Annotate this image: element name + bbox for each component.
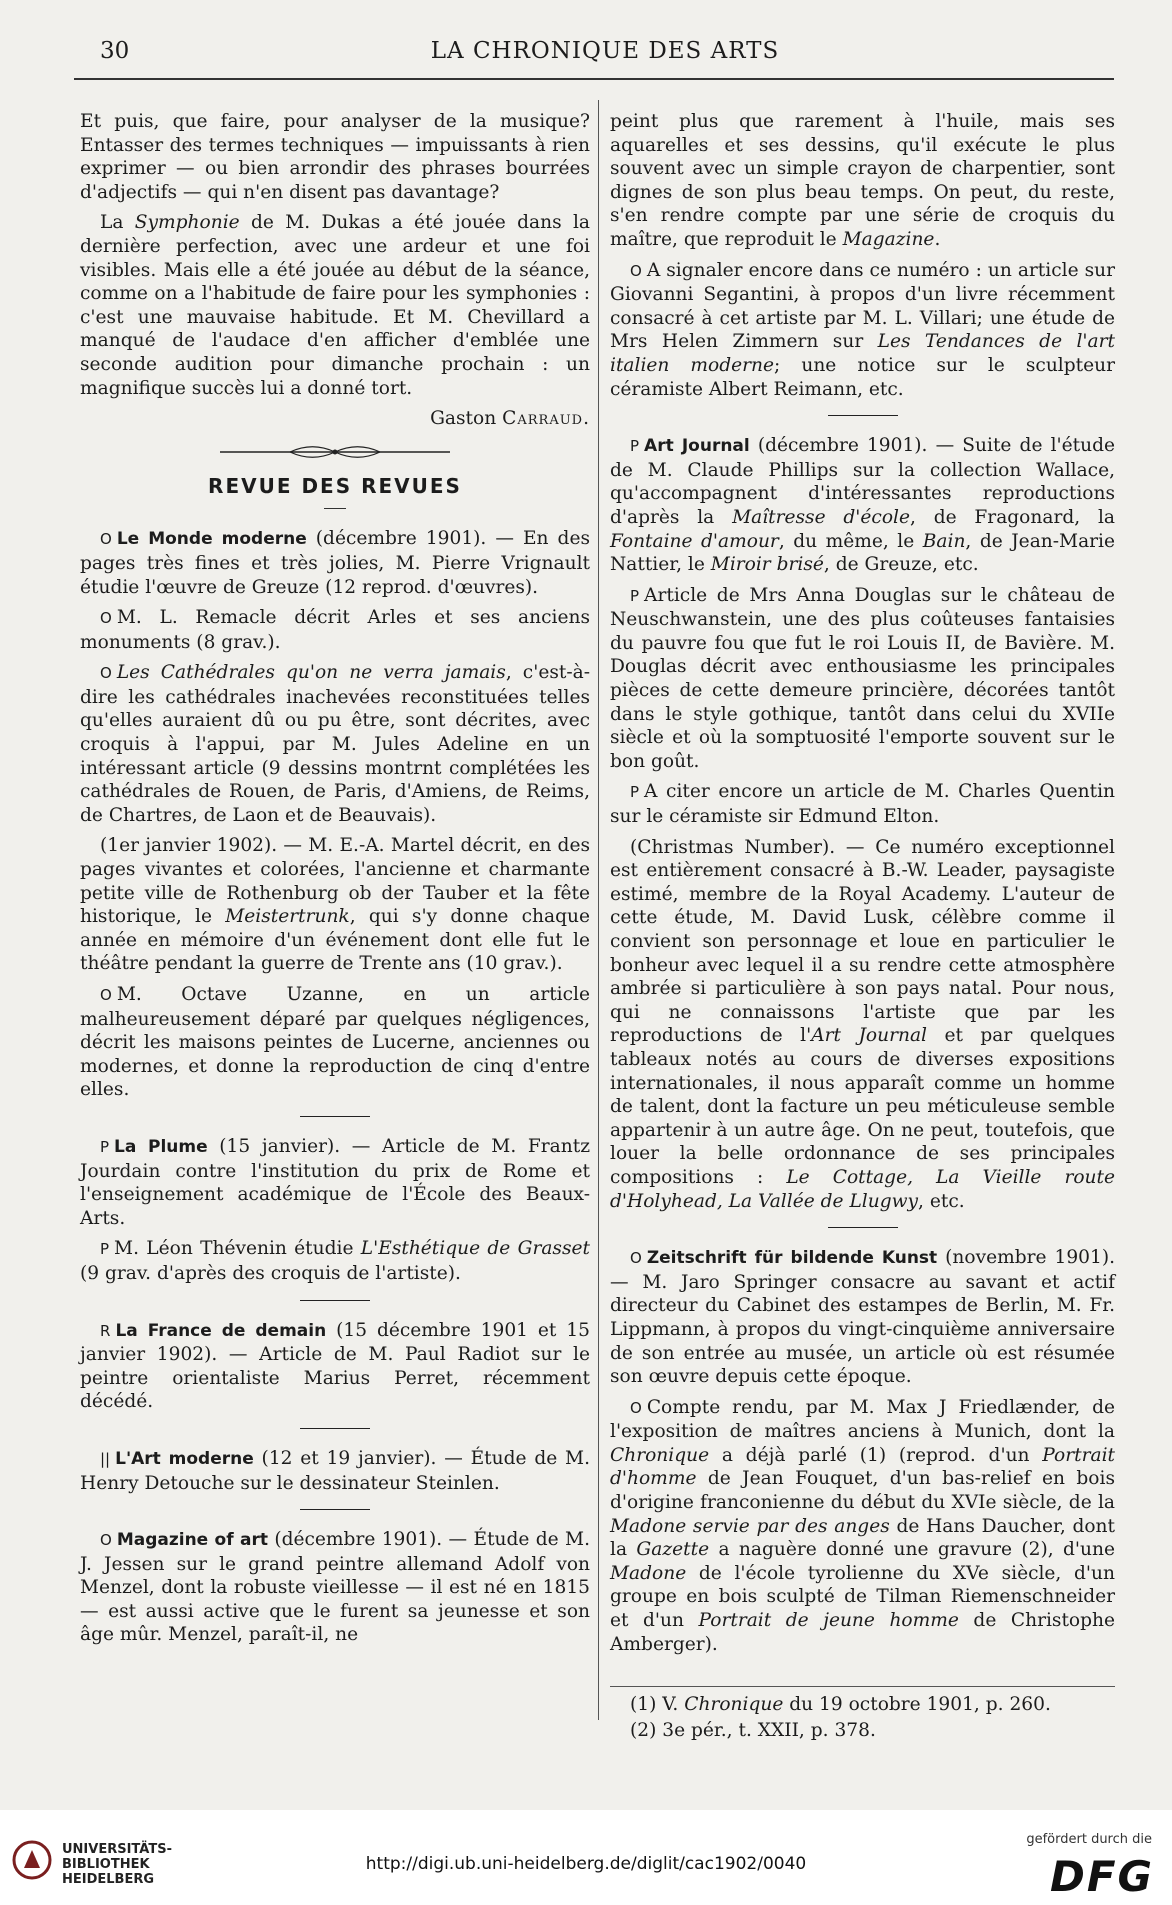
entry-la-plume: P La Plume (15 janvier). — Article de M. Frantz Jourdain contre l'institution du prix de Rome et l'enseignement académique de l'École des Beaux-Arts.: [80, 1135, 590, 1229]
symphonie-paragraph: La Symphonie de M. Dukas a été jouée dans la dernière perfection, avec une ardeur et une foi visibles. Mais elle a été jouée au début de la séance, comme on a l'habitude de faire pour les symphonies : c'est une mauvaise habitude. Et M. Chevillard a manqué de l'audace d'en afficher d'emblée une seconde audition pour dimanche prochain : un magnifique succès lui a donné tort.: [80, 212, 591, 399]
dfg-logo: DFG: [1049, 1852, 1154, 1901]
separator-rule: [300, 1300, 370, 1301]
entry-friedlaender: O Compte rendu, par M. Max J Friedlænder, de l'exposition de maîtres anciens à Munich, dont la Chronique a déjà parlé (1) (reprod. d'un Portrait d'homme de Jean Fouquet, d'un bas-relief en bois d'origine franconienne du début du XVIe siècle, de la Madone servie par des anges de Hans Daucher, dont la Gazette a naguère donné une gravure (2), d'une Madone de l'école tyrolienne du XVe siècle, d'un groupe en bois sculpté de Tilman Riemenschneider et d'un Portrait de jeune homme de Christophe Amberger).: [610, 1396, 1116, 1655]
page-header: [100, 34, 1110, 74]
journal-title: LA CHRONIQUE DES ARTS: [430, 38, 780, 64]
entry-quentin: P A citer encore un article de M. Charles Quentin sur le céramiste sir Edmund Elton.: [610, 781, 1115, 828]
entry-monde-moderne: O Le Monde moderne (décembre 1901). — En des pages très fines et très jolies, M. Pierre Vrignault étudie l'œuvre de Greuze (12 reprod. d'œuvres).: [80, 528, 590, 598]
section-title: REVUE DES REVUES: [208, 473, 462, 498]
separator-rule: [300, 1428, 370, 1429]
permalink-url[interactable]: http://digi.ub.uni-heidelberg.de/diglit/cac1902/0040: [365, 1854, 807, 1874]
menzel-continuation: peint plus que rarement à l'huile, mais ses aquarelles et ses dessins, qu'il exécute le plus souvent avec un simple crayon de charpentier, sont dignes de son plus beau temps. On peut, du reste, s'en rendre compte par une série de croquis du maître, que reproduit le Magazine.: [610, 111, 1115, 250]
ornament-divider-icon: [220, 445, 450, 459]
signature: Gaston Carraud.: [430, 408, 590, 430]
digitization-footer: [0, 1810, 1172, 1905]
entry-art-journal: P Art Journal (décembre 1901). — Suite de l'étude de M. Claude Phillips sur la collection Wallace, qu'accompagnent d'intéressantes reproductions d'après la Maîtresse d'école, de Fragonard, la Fontaine d'amour, du même, le Bain, de Jean-Marie Nattier, le Miroir brisé, de Greuze, etc.: [610, 435, 1115, 576]
footnote-2: (2) 3e pér., t. XXII, p. 378.: [630, 1719, 876, 1741]
library-name: UNIVERSITÄTS- BIBLIOTHEK HEIDELBERG: [62, 1842, 172, 1887]
footnote-1: (1) V. Chronique du 19 octobre 1901, p. 260.: [630, 1694, 1051, 1716]
entry-zeitschrift: O Zeitschrift für bildende Kunst (novembre 1901). — M. Jaro Springer consacre au savant et actif directeur du Cabinet des estampes de Berlin, M. Fr. Lippmann, à propos du vingt-cinquième anniversaire de son entrée au musée, un article où est résumée son œuvre depuis cette époque.: [610, 1247, 1115, 1388]
entry-thevenin: P M. Léon Thévenin étudie L'Esthétique de Grasset (9 grav. d'après des croquis de l'artiste).: [80, 1238, 590, 1284]
footnotes: [610, 1686, 1115, 1742]
separator-rule: [828, 1227, 898, 1228]
entry-douglas: P Article de Mrs Anna Douglas sur le château de Neuschwanstein, une des plus coûteuses fantaisies du pauvre fou que fut le roi Louis II, de Bavière. M. Douglas décrit avec enthousiasme les principales pièces de cette demeure princière, décorées tantôt dans le style gothique, tantôt dans celui du XVIIe siècle et où la somptuosité l'emporte souvent sur le bon goût.: [610, 584, 1115, 772]
separator-rule: [300, 1509, 370, 1510]
header-rule: [74, 78, 1114, 80]
column-divider: [598, 100, 599, 1720]
left-column: [80, 110, 590, 1654]
entry-remacle: O M. L. Remacle décrit Arles et ses anciens monuments (8 grav.).: [80, 607, 590, 653]
entry-art-moderne: || L'Art moderne (12 et 19 janvier). — Étude de M. Henry Detouche sur le dessinateur Steinlen.: [80, 1447, 591, 1494]
entry-martel: (1er janvier 1902). — M. E.-A. Martel décrit, en des pages vivantes et colorées, l'ancienne et charmante petite ville de Rothenburg ob der Tauber et la fête historique, le Meistertrunk, qui s'y donne chaque année en mémoire d'un événement dont elle fut le théâtre pendant la guerre de Trente ans (10 grav.).: [80, 835, 591, 975]
entry-magazine-of-art: O Magazine of art (décembre 1901). — Étude de M. J. Jessen sur le grand peintre allemand Adolf von Menzel, dont la robuste vieillesse — il est né en 1815 — est aussi active que le furent sa jeunesse et son âge mûr. Menzel, paraît-il, ne: [80, 1529, 590, 1646]
entry-segantini: O A signaler encore dans ce numéro : un article sur Giovanni Segantini, à propos d'un livre récemment consacré à cet artiste par M. L. Villari; une étude de Mrs Helen Zimmern sur Les Tendances de l'art italien moderne; une notice sur le sculpteur céramiste Albert Reimann, etc.: [610, 259, 1115, 400]
entry-christmas-number: (Christmas Number). — Ce numéro exceptionnel est entièrement consacré à B.-W. Leader, paysagiste estimé, membre de la Royal Academy. L'auteur de cette étude, M. David Lusk, célèbre comme il convient son personnage et loue en particulier le bonheur avec lequel il a su rendre cette atmosphère ambrée si particulière à son pays natal. Pour nous, qui ne connaissons l'artiste que par les reproductions de l'Art Journal et par quelques tableaux notés au cours de diverses expositions internationales, il nous apparaît comme un homme de talent, dont la facture un peu méticuleuse semble appartenir à un autre âge. On ne peut, toutefois, que louer la belle ordonnance de ses principales compositions : Le Cottage, La Vieille route d'Holyhead, La Vallée de Llugwy, etc.: [610, 836, 1116, 1212]
section-dash: [324, 508, 346, 509]
entry-cathedrales: O Les Cathédrales qu'on ne verra jamais, c'est-à-dire les cathédrales inachevées reconstituées telles qu'elles auraient dû ou pu être, sont décrites, avec croquis à l'appui, par M. Jules Adeline en un intéressant article (9 dessins montrnt complétées les cathédrales de Rouen, de Paris, d'Amiens, de Reims, de Chartres, de Laon et de Beauvais).: [80, 662, 590, 826]
separator-rule: [828, 415, 898, 416]
sponsor-label: gefördert durch die: [1026, 1832, 1152, 1847]
page-number: 30: [100, 38, 130, 64]
entry-france-de-demain: R La France de demain (15 décembre 1901 et 15 janvier 1902). — Article de M. Paul Radiot sur le peintre orientaliste Marius Perret, récemment décédé.: [80, 1319, 590, 1413]
right-column: [610, 110, 1115, 1744]
intro-paragraph: Et puis, que faire, pour analyser de la musique? Entasser des termes techniques — impuissants à rien exprimer — ou bien arrondir des phrases bourrées d'adjectifs — qui n'en disent pas davantage?: [80, 111, 590, 203]
separator-rule: [300, 1116, 370, 1117]
entry-uzanne: O M. Octave Uzanne, en un article malheureusement déparé par quelques négligences, décrit les maisons peintes de Lucerne, anciennes ou modernes, et donne la reproduction de cinq d'entre elles.: [80, 984, 590, 1101]
